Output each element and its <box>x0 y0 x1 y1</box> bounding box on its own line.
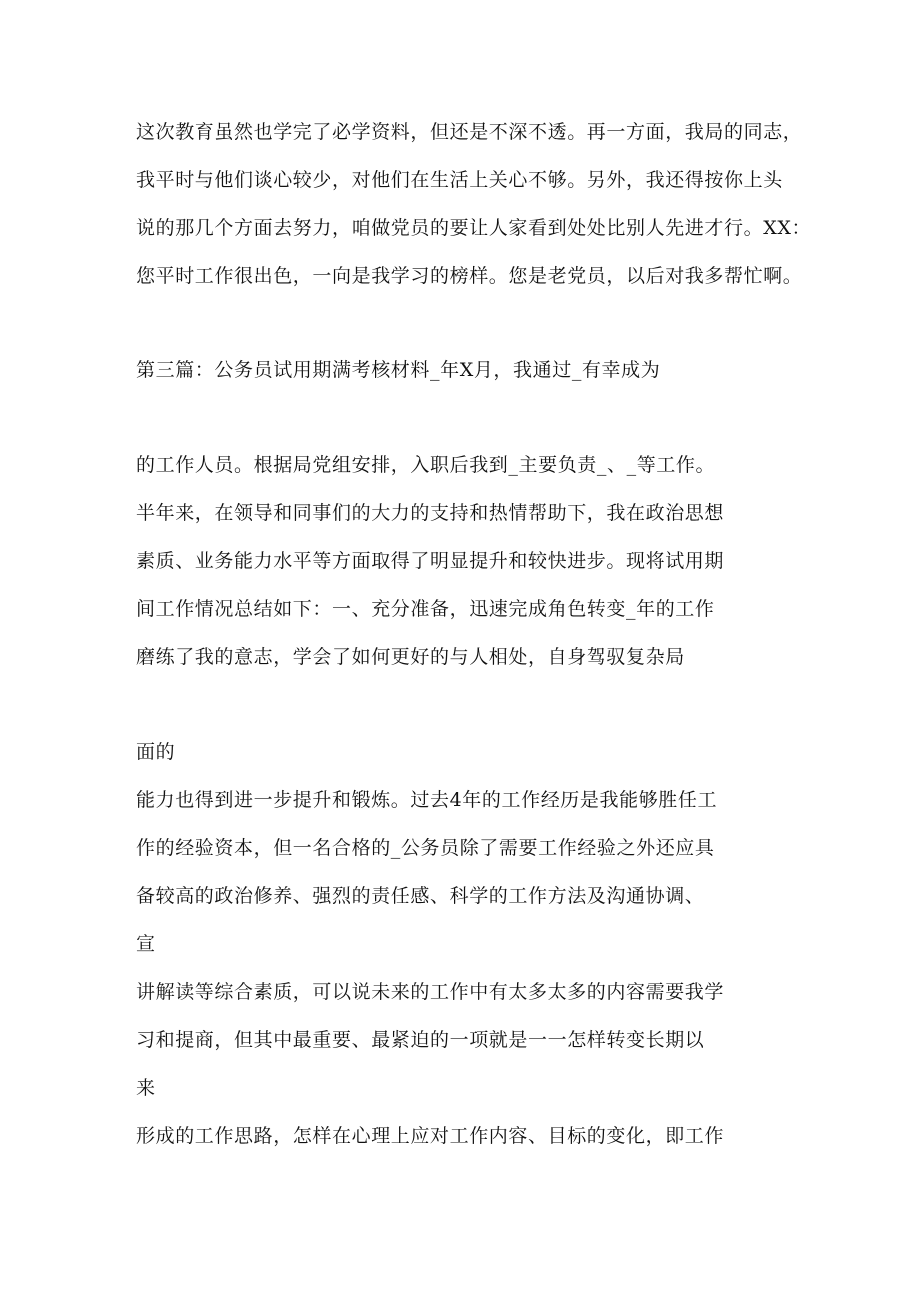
section-heading: 第三篇：公务员试用期满考核材料_年X月，我通过_有幸成为 <box>136 359 661 381</box>
text-line: 磨练了我的意志，学会了如何更好的与人相处，自身驾驭复杂局 <box>136 646 685 668</box>
text-line: 您平时工作很出色，一向是我学习的榜样。您是老党员，以后对我多帮忙啊。 <box>136 265 803 287</box>
text-line: 间工作情况总结如下：一、充分准备，迅速完成角色转变_年的工作 <box>136 598 715 620</box>
text-line: 这次教育虽然也学完了必学资料，但还是不深不透。再一方面，我局的同志， <box>136 121 803 143</box>
text-line: 半年来，在领导和同事们的大力的支持和热情帮助下，我在政治思想 <box>136 502 725 524</box>
text-line: 说的那几个方面去努力，咱做党员的要让人家看到处处比别人先进才行。XX： <box>136 217 812 239</box>
text-line: 来 <box>136 1077 156 1099</box>
text-line: 我平时与他们谈心较少，对他们在生活上关心不够。另外，我还得按你上头 <box>136 169 783 191</box>
text-line: 面的 <box>136 741 176 763</box>
text-line: 能力也得到进一步提升和锻炼。过去4年的工作经历是我能够胜任工 <box>136 789 718 811</box>
text-line: 的工作人员。根据局党组安排，入职后我到_主要负责_、_等工作。 <box>136 454 716 476</box>
text-line: 备较高的政治修养、强烈的责任感、科学的工作方法及沟通协调、 <box>136 885 705 907</box>
text-line: 习和提商，但其中最重要、最紧迫的一项就是一一怎样转变长期以 <box>136 1029 705 1051</box>
text-line: 讲解读等综合素质，可以说未来的工作中有太多太多的内容需要我学 <box>136 981 725 1003</box>
text-line: 素质、业务能力水平等方面取得了明显提升和较快进步。现将试用期 <box>136 550 725 572</box>
text-line: 形成的工作思路，怎样在心理上应对工作内容、目标的变化，即工作 <box>136 1125 725 1147</box>
text-line: 作的经验资本，但一名合格的_公务员除了需要工作经验之外还应具 <box>136 837 715 859</box>
text-line: 宣 <box>136 933 156 955</box>
